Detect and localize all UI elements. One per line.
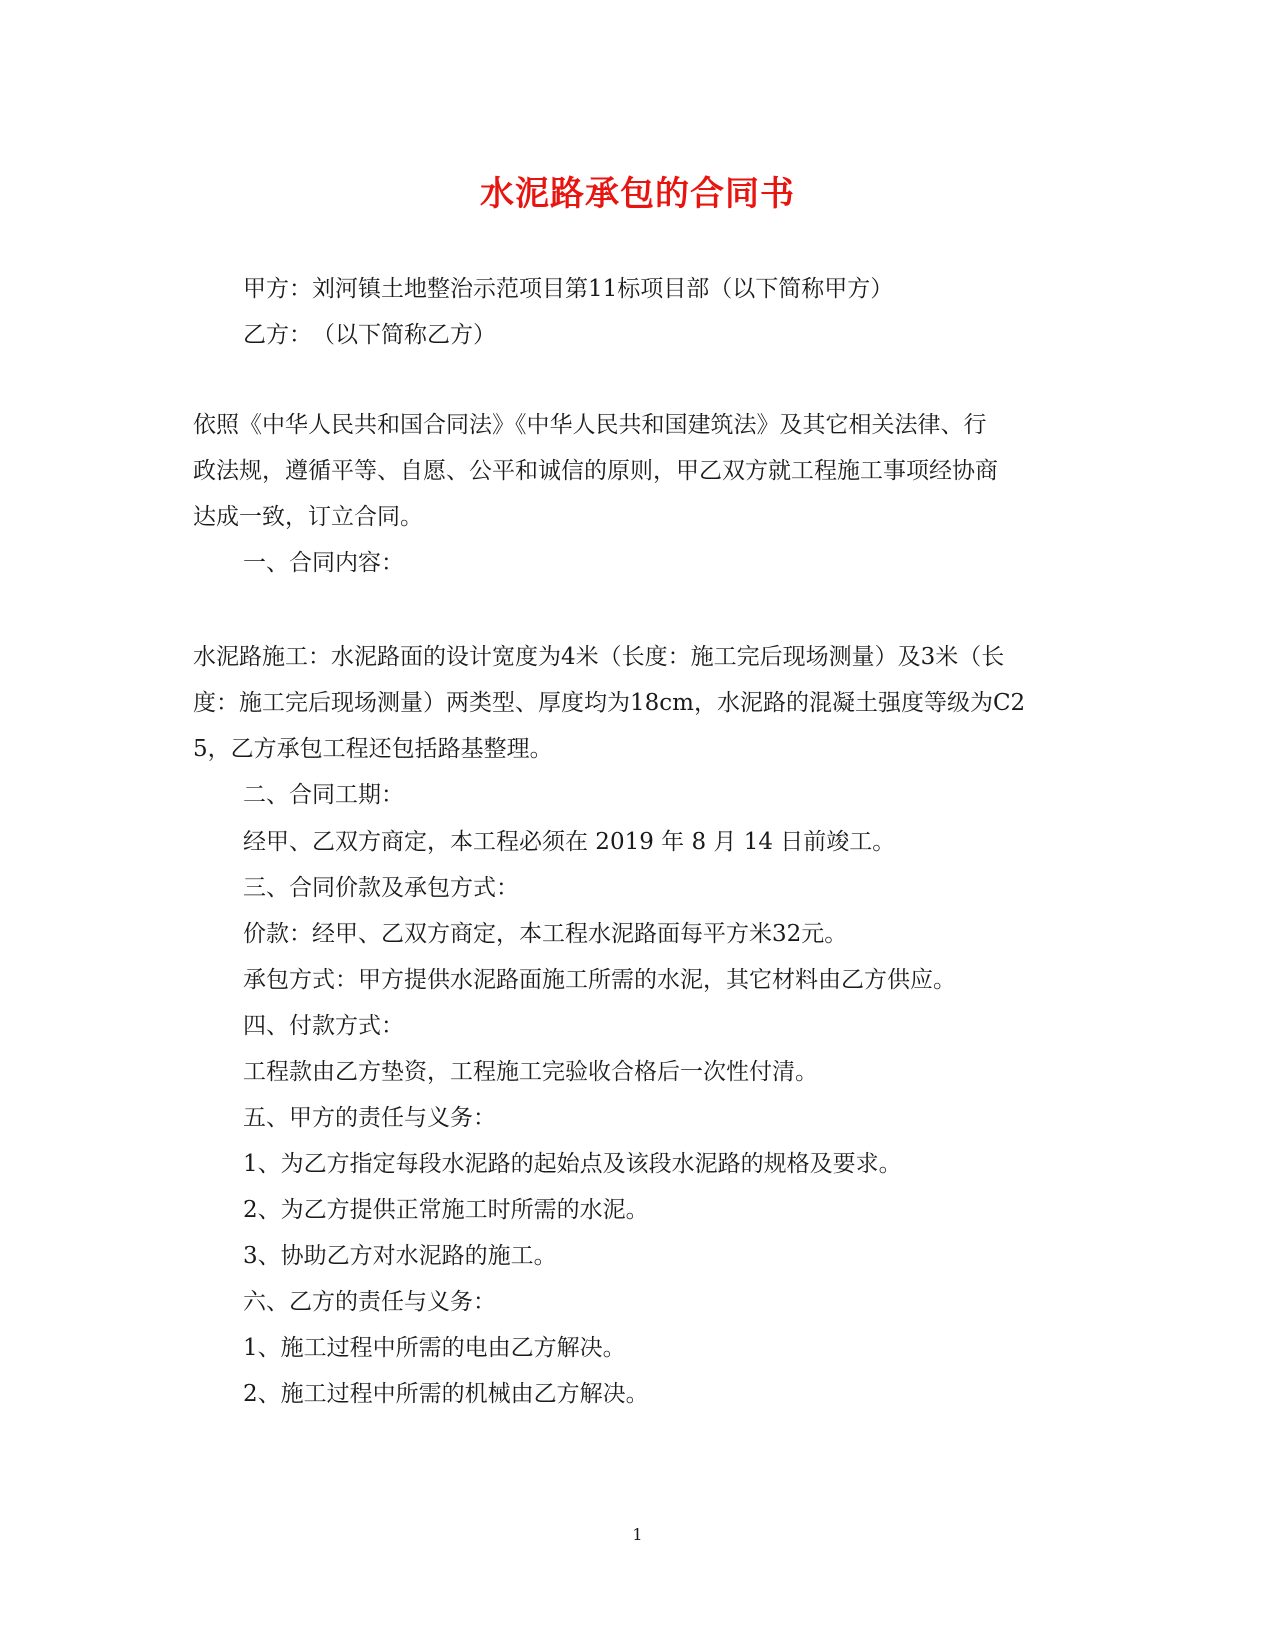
section1-body-line: 度：施工完后现场测量）两类型、厚度均为18cm，水泥路的混凝土强度等级为C2 (193, 690, 1026, 716)
section1-body-line: 5，乙方承包工程还包括路基整理。 (193, 736, 553, 762)
section-heading-contract-content: 一、合同内容： (243, 550, 404, 576)
intro-line: 达成一致，订立合同。 (193, 504, 423, 530)
section5-item: 2、为乙方提供正常施工时所需的水泥。 (243, 1197, 649, 1223)
section6-item: 2、施工过程中所需的机械由乙方解决。 (243, 1381, 649, 1407)
section2-body: 经甲、乙双方商定，本工程必须在 2019 年 8 月 14 日前竣工。 (243, 829, 896, 855)
section3-price: 价款：经甲、乙双方商定，本工程水泥路面每平方米32元。 (243, 921, 848, 947)
intro-line: 依照《中华人民共和国合同法》《中华人民共和国建筑法》及其它相关法律、行 (193, 412, 987, 438)
section-heading-party-a-duties: 五、甲方的责任与义务： (243, 1105, 496, 1131)
section-heading-party-b-duties: 六、乙方的责任与义务： (243, 1289, 496, 1315)
section3-method: 承包方式：甲方提供水泥路面施工所需的水泥，其它材料由乙方供应。 (243, 967, 956, 993)
section5-item: 3、协助乙方对水泥路的施工。 (243, 1243, 557, 1269)
party-a-line: 甲方：刘河镇土地整治示范项目第11标项目部（以下简称甲方） (243, 276, 894, 302)
section1-body-line: 水泥路施工：水泥路面的设计宽度为4米（长度：施工完后现场测量）及3米（长 (193, 644, 1005, 670)
page-number: 1 (632, 1525, 643, 1544)
section6-item: 1、施工过程中所需的电由乙方解决。 (243, 1335, 626, 1361)
section5-item: 1、为乙方指定每段水泥路的起始点及该段水泥路的规格及要求。 (243, 1151, 902, 1177)
section-heading-payment: 四、付款方式： (243, 1013, 404, 1039)
section-heading-contract-period: 二、合同工期： (243, 782, 404, 808)
document-title: 水泥路承包的合同书 (480, 174, 795, 214)
party-b-line: 乙方： （以下简称乙方） (243, 322, 496, 348)
section-heading-price-and-method: 三、合同价款及承包方式： (243, 875, 519, 901)
intro-line: 政法规，遵循平等、自愿、公平和诚信的原则，甲乙双方就工程施工事项经协商 (193, 458, 998, 484)
section4-body: 工程款由乙方垫资，工程施工完验收合格后一次性付清。 (243, 1059, 818, 1085)
